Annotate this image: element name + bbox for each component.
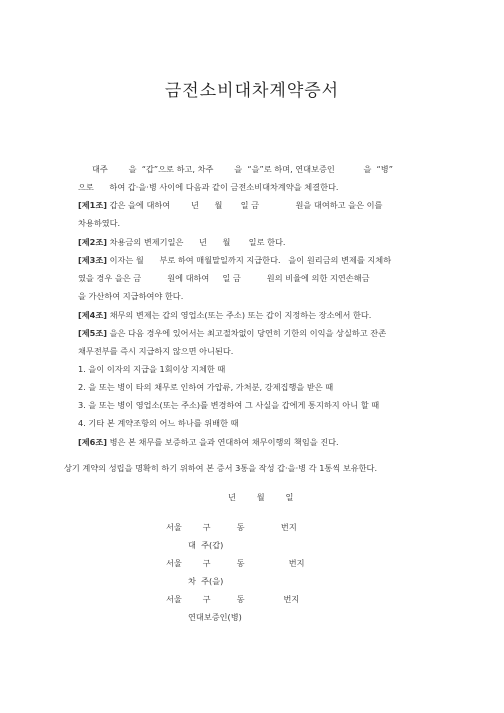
intro-line-2: 으로 하여 갑·을·병 사이에 다음과 같이 금전소비대차계약을 체결한다. bbox=[78, 182, 339, 192]
article-2-text: 차용금의 변제기일은 년 월 일로 한다. bbox=[107, 237, 286, 247]
article-6-text: 병은 본 채무를 보증하고 을과 연대하여 채무이행의 책임을 진다. bbox=[107, 437, 339, 447]
article-5-label: [제5조] bbox=[78, 328, 107, 338]
party-role-guarantor: 연대보증인(병) bbox=[188, 612, 242, 622]
intro-line-1: 대주 을 “갑”으로 하고, 차주 을 “을”로 하며, 연대보증인 을 “병” bbox=[92, 164, 393, 174]
article-3-text: 이자는 월 부로 하여 매월말일까지 지급한다. 을이 원리금의 변제를 지체하 bbox=[107, 255, 392, 265]
party-address-lender: 서울 구 동 번지 bbox=[166, 522, 297, 532]
article-2 bbox=[78, 237, 286, 247]
article-5-cont: 채무전부를 즉시 지급하지 않으면 아니된다. bbox=[78, 346, 234, 356]
document-title: 금전소비대차계약증서 bbox=[164, 81, 340, 101]
party-address-borrower: 서울 구 동 번지 bbox=[166, 558, 305, 568]
article-5-text: 을은 다음 경우에 있어서는 최고절차없이 당연히 기한의 이익을 상실하고 잔존 bbox=[107, 328, 387, 338]
article-3-cont-2: 을 가산하여 지급하여야 한다. bbox=[78, 291, 184, 301]
article-6-label: [제6조] bbox=[78, 437, 107, 447]
article-4-text: 채무의 변제는 갑의 영업소(또는 주소) 또는 갑이 지정하는 장소에서 한다. bbox=[107, 310, 372, 320]
date-line: 년 월 일 bbox=[228, 492, 294, 502]
list-item: 3. 을 또는 병이 영업소(또는 주소)를 변경하여 그 사실을 갑에게 통지하지 아니 할 때 bbox=[78, 400, 380, 410]
article-6 bbox=[78, 437, 339, 447]
closing-statement: 상기 계약의 성립을 명확히 하기 위하여 본 증서 3통을 작성 갑·을·병 각 1통씩 보유한다. bbox=[64, 463, 378, 473]
article-1 bbox=[78, 200, 382, 210]
list-item: 1. 을이 이자의 지급을 1회이상 지체한 때 bbox=[78, 364, 226, 374]
article-1-text: 갑은 을에 대하여 년 월 일 금 원을 대여하고 을은 이를 bbox=[107, 200, 383, 210]
article-4 bbox=[78, 310, 371, 320]
article-5 bbox=[78, 328, 386, 338]
article-2-label: [제2조] bbox=[78, 237, 107, 247]
party-role-lender: 대 주(갑) bbox=[188, 540, 224, 550]
article-3 bbox=[78, 255, 391, 265]
article-1-label: [제1조] bbox=[78, 200, 107, 210]
article-1-cont: 차용하였다. bbox=[78, 218, 121, 228]
list-item: 2. 을 또는 병이 타의 채무로 인하여 가압류, 가처분, 강제집행을 받은 때 bbox=[78, 382, 334, 392]
article-4-label: [제4조] bbox=[78, 310, 107, 320]
list-item: 4. 기타 본 계약조항의 어느 하나를 위배한 때 bbox=[78, 418, 239, 428]
article-3-cont-1: 였을 경우 을은 금 원에 대하여 일 금 원의 비율에 의한 지연손해금 bbox=[78, 273, 370, 283]
party-address-guarantor: 서울 구 동 번지 bbox=[166, 594, 300, 604]
party-role-borrower: 차 주(을) bbox=[188, 576, 224, 586]
article-3-label: [제3조] bbox=[78, 255, 107, 265]
